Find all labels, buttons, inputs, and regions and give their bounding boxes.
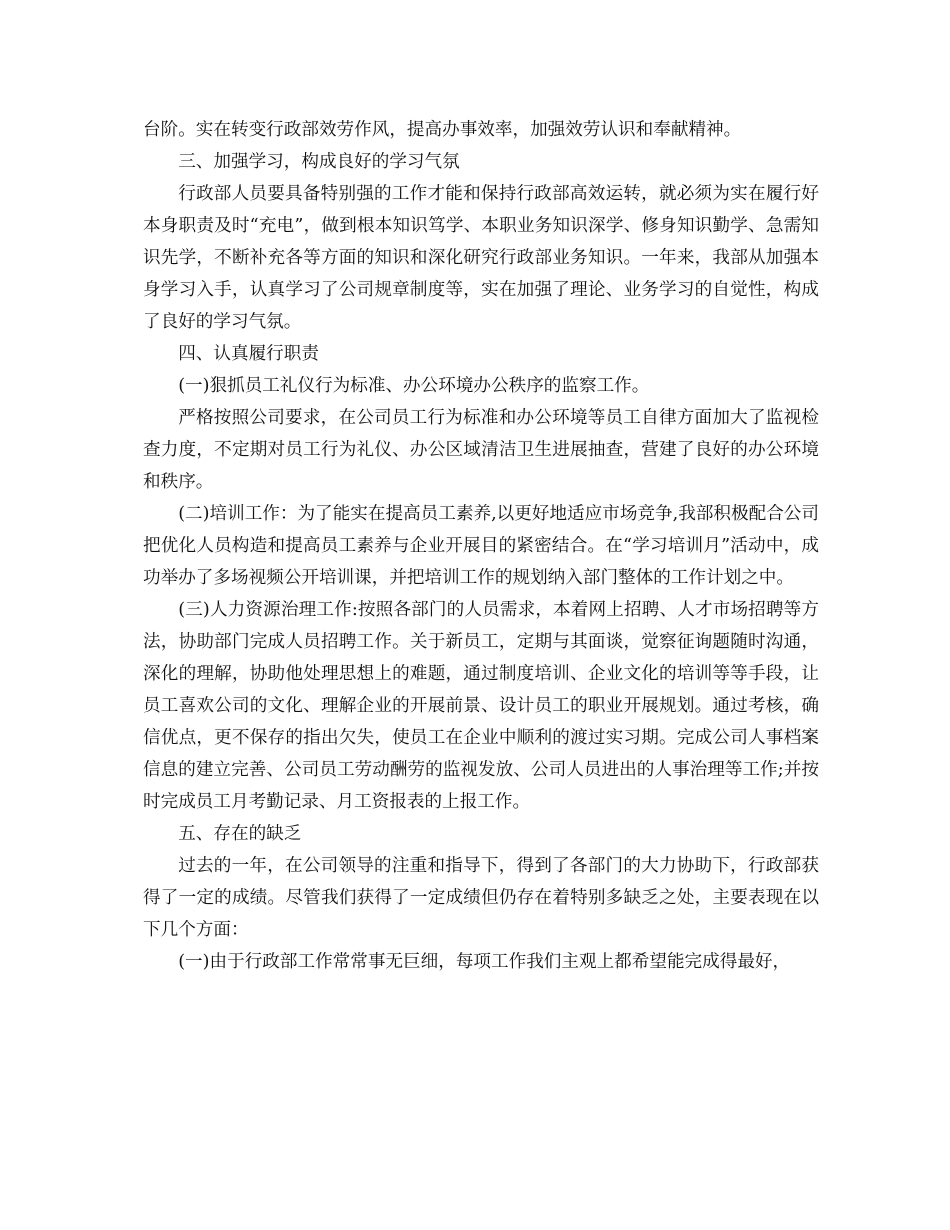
paragraph-hr: (三)人力资源治理工作:按照各部门的人员需求，本着网上招聘、人才市场招聘等方法，协助部门完成人员招聘工作。关于新员工，定期与其面谈，觉察征询题随时沟通，深化的理解，协助他处理思想上的难题，通过制度培训、企业文化的培训等等手段，让员工喜欢公司的文化、理解企业的开展前景、设计员工的职业开展规划。通过考核，确信优点，更不保存的指出欠失，使员工在企业中顺利的渡过实习期。完成公司人事档案信息的建立完善、公司员工劳动酬劳的监视发放、公司人员进出的人事治理等工作;并按时完成员工月考勤记录、月工资报表的上报工作。 — [143, 600, 819, 812]
paragraph-shortcomings: 过去的一年，在公司领导的注重和指导下，得到了各部门的大力协助下，行政部获得了一定的成绩。尽管我们获得了一定成绩但仍存在着特别多缺乏之处，主要表现在以下几个方面： — [143, 856, 819, 940]
paragraph-training: (二)培训工作：为了能实在提高员工素养,以更好地适应市场竞争,我部积极配合公司把优化人员构造和提高员工素养与企业开展目的紧密结合。在“学习培训月”活动中，成功举办了多场视频公开培训课，并把培训工作的规划纳入部门整体的工作计划之中。 — [143, 504, 819, 588]
paragraph-study: 行政部人员要具备特别强的工作才能和保持行政部高效运转，就必须为实在履行好本身职责及时“充电”，做到根本知识笃学、本职业务知识深学、修身知识勤学、急需知识先学，不断补充各等方面的知识和深化研究行政部业务知识。一年来，我部从加强本身学习入手，认真学习了公司规章制度等，实在加强了理论、业务学习的自觉性，构成了良好的学习气氛。 — [143, 184, 819, 332]
section-heading-3: 三、加强学习，构成良好的学习气氛 — [178, 152, 460, 172]
body-text — [143, 114, 819, 978]
paragraph-shortcoming-1: (一)由于行政部工作常常事无巨细，每项工作我们主观上都希望能完成得最好， — [178, 952, 791, 972]
paragraph-continuation: 台阶。实在转变行政部效劳作风，提高办事效率，加强效劳认识和奉献精神。 — [143, 120, 742, 140]
paragraph-supervision: 严格按照公司要求，在公司员工行为标准和办公环境等员工自律方面加大了监视检查力度，不定期对员工行为礼仪、办公区域清洁卫生进展抽查，营建了良好的办公环境和秩序。 — [143, 408, 819, 492]
section-heading-5: 五、存在的缺乏 — [178, 824, 302, 844]
subheading-4-1: (一)狠抓员工礼仪行为标准、办公环境办公秩序的监察工作。 — [178, 376, 650, 396]
section-heading-4: 四、认真履行职责 — [178, 344, 319, 364]
